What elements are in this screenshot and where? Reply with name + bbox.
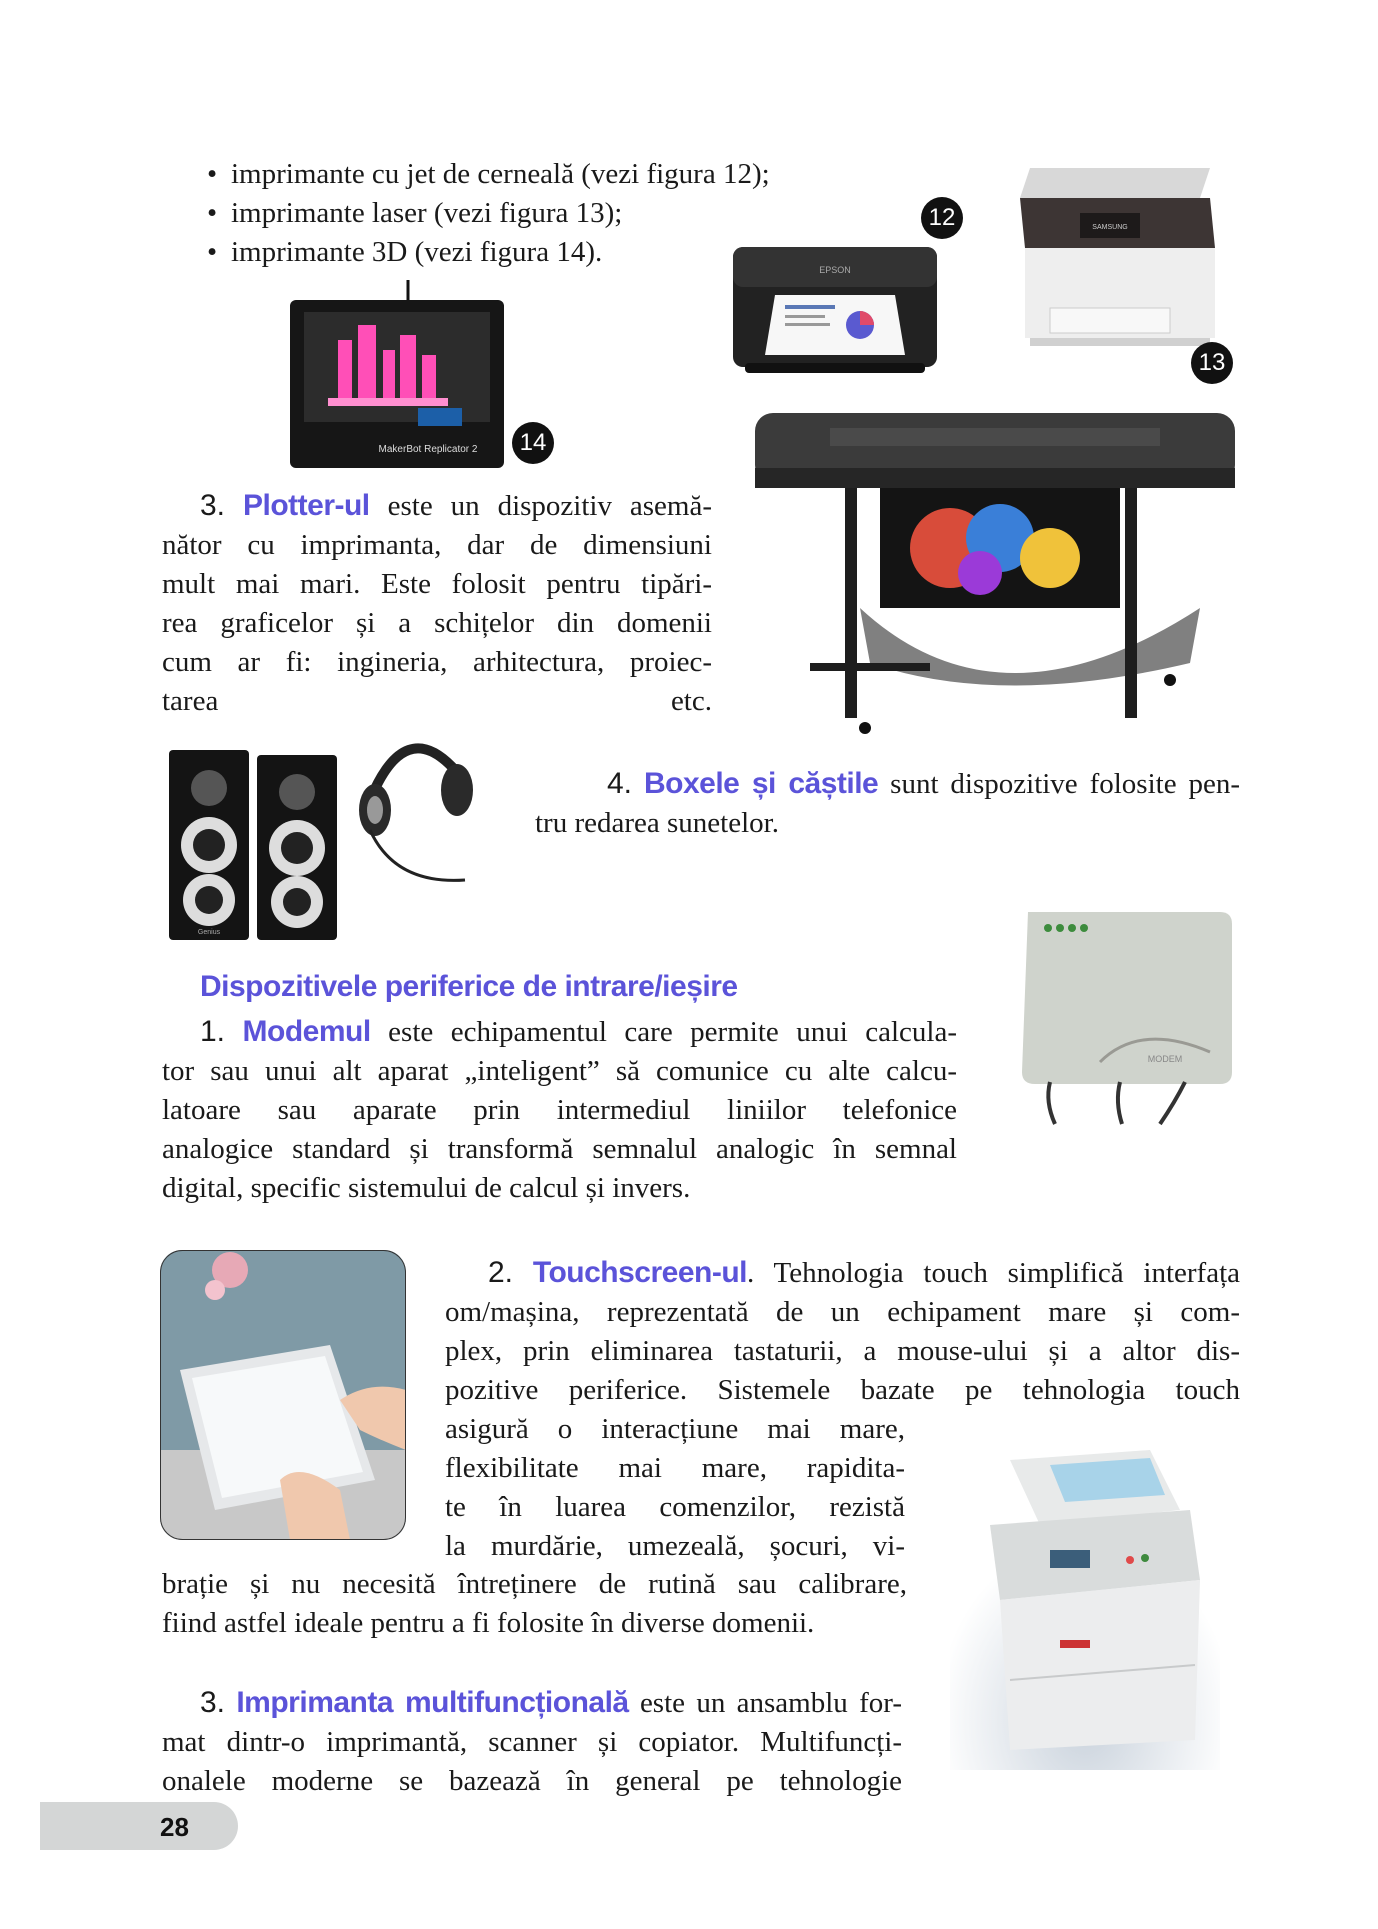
plotter-paragraph: 3. Plotter-ul este un dispozitiv asemă- nător cu imprimanta, dar de dimensiuni mult mai mari. Este folosit pentru tipări- rea graficelor și a schițelor din domenii cum ar fi: ingineria, arhitectura, proiec- tarea etc. — [162, 489, 713, 717]
page-number-tab — [40, 1802, 238, 1850]
figure-14-badge: 14 — [512, 422, 554, 464]
touchscreen-paragraph: 2. Touchscreen-ul. Tehnologia touch simplifică interfața om/mașina, reprezentată de un echipament mare și com- plex, prin eliminarea tastaturii, a mouse-ului și a altor dis- pozitive periferice. Sistemele bazate pe tehnologia touch asigură o interacțiune mai mare, flexibilitate mai mare, rapidita- te în luarea comenzilor, rezistă la murdărie, umezeală, șocuri, vi- — [445, 1256, 1240, 1562]
modem-image — [1010, 902, 1235, 1127]
3d-printer-image — [288, 280, 506, 470]
list-item: • imprimante 3D (vezi figura 14). — [205, 233, 905, 272]
mfp-paragraph: 3. Imprimanta multifuncțională este un ansamblu for- mat dintr-o imprimantă, scanner și copiator. Multifuncți- onalele moderne se bazează în general pe tehnologie — [162, 1686, 902, 1797]
page-number: 28 — [160, 1812, 189, 1842]
mfp-term: Imprimanta multifuncțională — [236, 1686, 629, 1719]
3d-printer-label: MakerBot Replicator 2 — [378, 444, 478, 455]
list-item: • imprimante cu jet de cerneală (vezi figura 12); — [205, 155, 905, 194]
plotter-term: Plotter-ul — [242, 489, 370, 522]
section-heading: Dispozitivele periferice de intrare/ieșire — [200, 970, 738, 1003]
speakers-number: 4. — [607, 767, 633, 800]
speakers-headphones-image — [165, 710, 485, 950]
touchscreen-image — [160, 1250, 406, 1540]
inkjet-printer-image — [725, 235, 945, 385]
laser-printer-image — [1010, 158, 1220, 373]
speakers-term: Boxele și căștile — [643, 767, 879, 800]
speakers-paragraph: 4. Boxele și căștile sunt dispozitive folosite pen- tru redarea sunetelor. — [535, 767, 1241, 839]
touchscreen-paragraph-continued: brație și nu necesită întreținere de rutină sau calibrare, fiind astfel ideale pentru a fi folosite în diverse domenii. — [162, 1568, 907, 1639]
modem-number: 1. — [200, 1015, 226, 1048]
modem-label: MODEM — [1147, 1054, 1183, 1064]
speaker-brand: Genius — [197, 929, 221, 936]
mfp-number: 3. — [200, 1686, 226, 1719]
figure-12-badge: 12 — [921, 197, 963, 239]
plotter-image — [750, 408, 1240, 738]
modem-term: Modemul — [242, 1015, 371, 1048]
touchscreen-term: Touchscreen-ul — [532, 1256, 747, 1289]
modem-paragraph: 1. Modemul este echipamentul care permite unui calcula- tor sau unui alt aparat „inteligent” să comunice cu alte calcu- latoare sau aparate prin intermediul liniilor telefonice analogice standard și transformă semnalul analogic în semnal digital, specific sistemului de calcul și invers. — [162, 1015, 958, 1204]
laser-brand: SAMSUNG — [1092, 224, 1128, 231]
inkjet-brand: EPSON — [819, 265, 851, 275]
touchscreen-number: 2. — [488, 1256, 514, 1289]
multifunction-printer-image — [950, 1440, 1220, 1770]
plotter-number: 3. — [200, 489, 226, 522]
list-item: • imprimante laser (vezi figura 13); — [205, 194, 905, 233]
figure-13-badge: 13 — [1191, 342, 1233, 384]
